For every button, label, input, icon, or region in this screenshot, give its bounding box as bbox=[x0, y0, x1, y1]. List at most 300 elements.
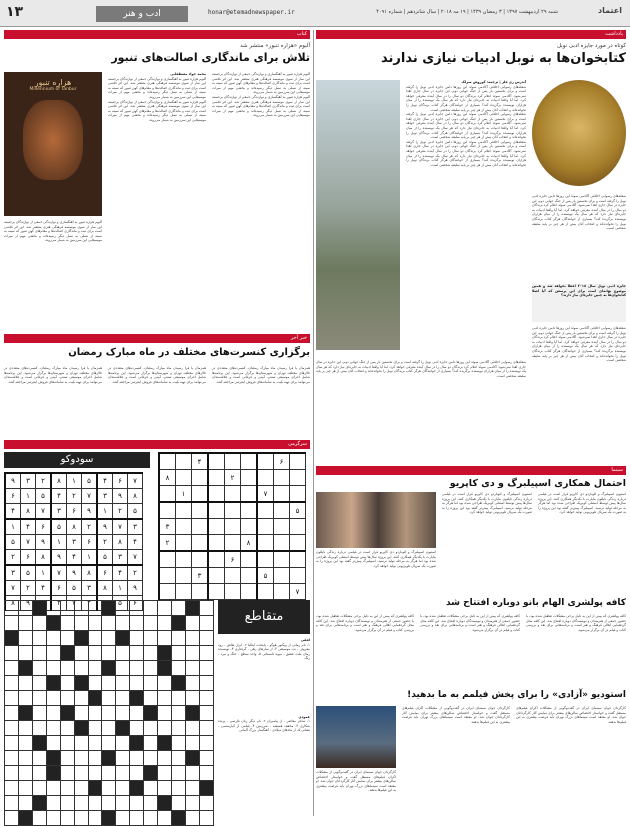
sudoku-cell: ۷ bbox=[21, 535, 36, 550]
crossword-cell[interactable] bbox=[172, 646, 186, 661]
crossword-cell[interactable] bbox=[172, 751, 186, 766]
sudoku-cell bbox=[176, 453, 192, 470]
crossword-cell[interactable] bbox=[32, 736, 46, 751]
sudoku-cell: ۵ bbox=[257, 568, 274, 584]
crossword-cell[interactable] bbox=[60, 721, 74, 736]
sudoku-cell bbox=[225, 502, 241, 519]
crossword-cell[interactable] bbox=[199, 736, 213, 751]
crossword-cell[interactable] bbox=[185, 661, 199, 676]
crossword-cell[interactable] bbox=[158, 766, 172, 781]
crossword-cell[interactable] bbox=[60, 646, 74, 661]
crossword-cell[interactable] bbox=[172, 721, 186, 736]
sudoku-cell bbox=[290, 470, 306, 486]
clues-heading-down: عمودی bbox=[298, 714, 310, 719]
sudoku-cell: ۸ bbox=[159, 470, 176, 486]
sudoku-cell: ۵ bbox=[67, 581, 82, 596]
crossword-cell[interactable] bbox=[88, 691, 102, 706]
crossword-cell[interactable] bbox=[144, 631, 158, 646]
crossword-cell[interactable] bbox=[32, 751, 46, 766]
sudoku-cell bbox=[257, 535, 274, 552]
sudoku-cell bbox=[176, 568, 192, 584]
crossword-cell[interactable] bbox=[102, 706, 116, 721]
crossword-cell[interactable] bbox=[144, 601, 158, 616]
crossword-cell[interactable] bbox=[46, 706, 60, 721]
crossword-cell[interactable] bbox=[18, 691, 32, 706]
crossword-cell[interactable] bbox=[102, 736, 116, 751]
crossword-cell[interactable] bbox=[102, 781, 116, 796]
crossword-cell[interactable] bbox=[46, 601, 60, 616]
section-label: ادب و هنر bbox=[96, 6, 188, 22]
sudoku-cell: ۴ bbox=[21, 519, 36, 535]
crossword-cell[interactable] bbox=[46, 736, 60, 751]
crossword-cell[interactable] bbox=[74, 721, 88, 736]
crossword-cell[interactable] bbox=[172, 661, 186, 676]
crossword-cell[interactable] bbox=[5, 736, 19, 751]
crossword-cell[interactable] bbox=[32, 661, 46, 676]
sudoku-cell: ۳ bbox=[113, 550, 128, 566]
crossword-cell[interactable] bbox=[158, 676, 172, 691]
crossword-cell[interactable] bbox=[144, 706, 158, 721]
sudoku-cell: ۶ bbox=[5, 489, 21, 504]
crossword-cell[interactable] bbox=[74, 616, 88, 631]
crossword-cell[interactable] bbox=[32, 676, 46, 691]
crossword-cell[interactable] bbox=[32, 781, 46, 796]
crossword-cell[interactable] bbox=[60, 766, 74, 781]
crossword-cell[interactable] bbox=[88, 616, 102, 631]
crossword-cell[interactable] bbox=[185, 811, 199, 826]
section-band: سرگرمی bbox=[4, 440, 310, 449]
sudoku-cell bbox=[241, 470, 258, 486]
crossword-cell[interactable] bbox=[18, 646, 32, 661]
crossword-cell[interactable] bbox=[199, 721, 213, 736]
sudoku-cell: ۵ bbox=[97, 550, 113, 566]
crossword-cell[interactable] bbox=[46, 796, 60, 811]
crossword-cell[interactable] bbox=[130, 646, 144, 661]
crossword-cell[interactable] bbox=[60, 736, 74, 751]
crossword-cell[interactable] bbox=[88, 631, 102, 646]
sudoku-cell: ۱ bbox=[67, 473, 82, 489]
email[interactable]: honar@etemadnewspaper.ir bbox=[208, 9, 295, 16]
sudoku-cell: ۳ bbox=[21, 473, 36, 489]
crossword-cell[interactable] bbox=[32, 616, 46, 631]
crossword-cell[interactable] bbox=[5, 751, 19, 766]
sudoku-cell: ۷ bbox=[5, 581, 21, 596]
crossword-cell[interactable] bbox=[60, 691, 74, 706]
sudoku-answer-grid bbox=[4, 472, 143, 611]
crossword-cell[interactable] bbox=[18, 766, 32, 781]
crossword-cell[interactable] bbox=[144, 676, 158, 691]
crossword-cell[interactable] bbox=[46, 631, 60, 646]
crossword-cell[interactable] bbox=[60, 706, 74, 721]
crossword-cell[interactable] bbox=[116, 736, 130, 751]
crossword-cell[interactable] bbox=[116, 706, 130, 721]
crossword-cell[interactable] bbox=[172, 601, 186, 616]
crossword-cell[interactable] bbox=[144, 691, 158, 706]
crossword-cell[interactable] bbox=[60, 661, 74, 676]
crossword-cell[interactable] bbox=[32, 631, 46, 646]
crossword-cell[interactable] bbox=[102, 676, 116, 691]
sudoku-cell bbox=[225, 584, 241, 600]
crossword-cell[interactable] bbox=[74, 811, 88, 826]
crossword-cell[interactable] bbox=[46, 616, 60, 631]
crossword-cell[interactable] bbox=[116, 676, 130, 691]
crossword-cell[interactable] bbox=[88, 661, 102, 676]
sudoku-cell: ۶ bbox=[67, 504, 82, 520]
sudoku-cell: ۴ bbox=[192, 453, 209, 470]
crossword-cell[interactable] bbox=[199, 601, 213, 616]
crossword-cell[interactable] bbox=[185, 766, 199, 781]
crossword-cell[interactable] bbox=[158, 751, 172, 766]
crossword-cell[interactable] bbox=[74, 706, 88, 721]
sudoku-cell bbox=[257, 584, 274, 600]
crossword-cell[interactable] bbox=[102, 661, 116, 676]
crossword-cell[interactable] bbox=[199, 751, 213, 766]
crossword-cell[interactable] bbox=[102, 691, 116, 706]
crossword-cell[interactable] bbox=[199, 811, 213, 826]
crossword-cell[interactable] bbox=[74, 736, 88, 751]
tanbur-illustration bbox=[23, 100, 83, 180]
sudoku-cell: ۵ bbox=[128, 504, 143, 520]
sudoku-cell bbox=[274, 568, 290, 584]
crossword-cell[interactable] bbox=[88, 811, 102, 826]
crossword-cell[interactable] bbox=[144, 796, 158, 811]
crossword-cell[interactable] bbox=[130, 631, 144, 646]
sudoku-cell bbox=[208, 453, 225, 470]
sudoku-cell: ۹ bbox=[5, 473, 21, 489]
crossword-cell[interactable] bbox=[185, 781, 199, 796]
sudoku-cell bbox=[176, 551, 192, 568]
crossword-cell[interactable] bbox=[144, 721, 158, 736]
crossword-cell[interactable] bbox=[74, 766, 88, 781]
crossword-cell[interactable] bbox=[88, 601, 102, 616]
crossword-cell[interactable] bbox=[46, 676, 60, 691]
crossword-cell[interactable] bbox=[158, 661, 172, 676]
crossword-cell[interactable] bbox=[88, 721, 102, 736]
crossword-cell[interactable] bbox=[116, 721, 130, 736]
crossword-cell[interactable] bbox=[172, 631, 186, 646]
crossword-cell[interactable] bbox=[185, 616, 199, 631]
sudoku-cell: ۵ bbox=[51, 519, 67, 535]
crossword-cell[interactable] bbox=[102, 721, 116, 736]
crossword-cell[interactable] bbox=[185, 646, 199, 661]
sudoku-cell bbox=[159, 453, 176, 470]
sudoku-cell bbox=[241, 453, 258, 470]
crossword-cell[interactable] bbox=[130, 691, 144, 706]
crossword-cell[interactable] bbox=[116, 601, 130, 616]
crossword-cell[interactable] bbox=[102, 796, 116, 811]
crossword-cell[interactable] bbox=[60, 781, 74, 796]
crossword-cell[interactable] bbox=[88, 751, 102, 766]
sudoku-cell: ۲ bbox=[21, 581, 36, 596]
crossword-cell[interactable] bbox=[185, 691, 199, 706]
crossword-cell[interactable] bbox=[46, 811, 60, 826]
crossword-cell[interactable] bbox=[46, 661, 60, 676]
sudoku-cell bbox=[225, 568, 241, 584]
sudoku-cell bbox=[192, 584, 209, 600]
crossword-cell[interactable] bbox=[32, 691, 46, 706]
crossword-cell[interactable] bbox=[60, 811, 74, 826]
crossword-cell[interactable] bbox=[172, 736, 186, 751]
crossword-cell[interactable] bbox=[199, 676, 213, 691]
sudoku-cell: ۴ bbox=[5, 504, 21, 520]
crossword-cell[interactable] bbox=[74, 751, 88, 766]
crossword-cell[interactable] bbox=[199, 796, 213, 811]
crossword-cell[interactable] bbox=[18, 751, 32, 766]
crossword-cell[interactable] bbox=[32, 796, 46, 811]
crossword-cell[interactable] bbox=[5, 781, 19, 796]
crossword-cell[interactable] bbox=[116, 631, 130, 646]
sudoku-cell: ۴ bbox=[82, 596, 98, 611]
crossword-cell[interactable] bbox=[116, 661, 130, 676]
crossword-cell[interactable] bbox=[144, 661, 158, 676]
crossword-cell[interactable] bbox=[144, 811, 158, 826]
sudoku-cell: ۳ bbox=[82, 581, 98, 596]
sudoku-cell bbox=[208, 551, 225, 568]
crossword-cell[interactable] bbox=[199, 781, 213, 796]
crossword-cell[interactable] bbox=[102, 616, 116, 631]
crossword-cell[interactable] bbox=[46, 646, 60, 661]
crossword-cell[interactable] bbox=[116, 691, 130, 706]
crossword-cell[interactable] bbox=[18, 616, 32, 631]
crossword-cell[interactable] bbox=[18, 721, 32, 736]
section-band: کتاب bbox=[4, 30, 310, 39]
crossword-cell[interactable] bbox=[185, 631, 199, 646]
crossword-cell[interactable] bbox=[60, 601, 74, 616]
crossword-cell[interactable] bbox=[158, 691, 172, 706]
crossword-cell[interactable] bbox=[88, 736, 102, 751]
crossword-cell[interactable] bbox=[88, 766, 102, 781]
headline: استودیو «آزادی» را برای پخش فیلمم به ما بدهید! bbox=[407, 690, 626, 700]
crossword-cell[interactable] bbox=[158, 601, 172, 616]
crossword-cell[interactable] bbox=[102, 811, 116, 826]
crossword-cell[interactable] bbox=[88, 796, 102, 811]
crossword-cell[interactable] bbox=[199, 691, 213, 706]
crossword-cell[interactable] bbox=[74, 646, 88, 661]
sudoku-cell: ۲ bbox=[5, 550, 21, 566]
crossword-cell[interactable] bbox=[158, 781, 172, 796]
crossword-cell[interactable] bbox=[32, 706, 46, 721]
crossword-cell[interactable] bbox=[130, 661, 144, 676]
crossword-cell[interactable] bbox=[102, 646, 116, 661]
sudoku-cell: ۱ bbox=[113, 581, 128, 596]
crossword-cell[interactable] bbox=[18, 661, 32, 676]
crossword-cell[interactable] bbox=[199, 616, 213, 631]
crossword-cell[interactable] bbox=[32, 646, 46, 661]
sudoku-cell bbox=[192, 535, 209, 552]
article-body-col2: همزمان با فرا رسیدن ماه مبارک رمضان، کنسرت‌های متعددی در تالارهای مختلف تهران و شهرستان‌ها برگزار می‌شود. این برنامه‌ها شامل اجرای موسیقی سنتی، آیینی و عرفانی است و علاقه‌مندان می‌توانند برای تهیه بلیت به سامانه‌های فروش اینترنتی مراجعه کنند. bbox=[108, 366, 206, 384]
sudoku-cell: ۴ bbox=[97, 473, 113, 489]
crossword-cell[interactable] bbox=[185, 796, 199, 811]
article-body-col2: استیون اسپیلبرگ و لئوناردو دی کاپریو قرار است در فیلمی درباره زندگی ناپلئون بناپارت با یکدیگر همکاری کنند. این پروژه سال‌ها پیش توسط استنلی کوبریک طراحی شده بود اما هرگز به مرحله تولید نرسید. اسپیلبرگ پیش‌تر گفته بود این پروژه را به صورت یک سریال تلویزیونی تولید خواهد کرد. bbox=[442, 492, 532, 515]
sudoku-cell: ۳ bbox=[159, 519, 176, 535]
crossword-cell[interactable] bbox=[32, 721, 46, 736]
crossword-cell[interactable] bbox=[74, 691, 88, 706]
crossword-cell[interactable] bbox=[74, 781, 88, 796]
crossword-cell[interactable] bbox=[130, 676, 144, 691]
crossword-cell[interactable] bbox=[172, 811, 186, 826]
sudoku-cell: ۲ bbox=[36, 473, 52, 489]
crossword-cell[interactable] bbox=[116, 811, 130, 826]
crossword-grid bbox=[4, 600, 214, 826]
sudoku-cell: ۶ bbox=[128, 596, 143, 611]
crossword-cell[interactable] bbox=[116, 751, 130, 766]
article-body: محمد جواد مصطفایی آلبوم هزاره تنبور به آهنگسازی و نوازندگی جمعی از نوازندگان برجسته این ساز از سوی موسسه فرهنگی هنری منتشر شد. این اثر تلاشی است برای ثبت و ماندگاری اصالت‌ها و مقام‌های کهن تنبور که سینه به سینه از نسلی به نسل دیگر رسیده‌اند و بخشی مهم از میراث موسیقایی این سرزمین به شمار می‌روند. آلبوم هزاره تنبور به آهنگسازی و نوازندگی جمعی از نوازندگان برجسته این ساز از سوی موسسه فرهنگی هنری منتشر شد. این اثر تلاشی است برای ثبت و ماندگاری اصالت‌ها و مقام‌های کهن تنبور که سینه به سینه از نسلی به نسل دیگر رسیده‌اند و بخشی مهم از میراث موسیقایی این سرزمین به شمار می‌روند. bbox=[108, 72, 206, 122]
crossword-cell[interactable] bbox=[46, 751, 60, 766]
crossword-cell[interactable] bbox=[172, 691, 186, 706]
crossword-cell[interactable] bbox=[185, 676, 199, 691]
crossword-cell[interactable] bbox=[185, 736, 199, 751]
crossword-cell[interactable] bbox=[74, 676, 88, 691]
crossword-cell[interactable] bbox=[18, 736, 32, 751]
crossword-cell[interactable] bbox=[199, 631, 213, 646]
sudoku-cell bbox=[257, 519, 274, 535]
crossword-cell[interactable] bbox=[130, 781, 144, 796]
sudoku-cell bbox=[176, 519, 192, 535]
crossword-cell[interactable] bbox=[130, 721, 144, 736]
crossword-cell[interactable] bbox=[46, 766, 60, 781]
crossword-cell[interactable] bbox=[46, 691, 60, 706]
article-body-col3: شعله‌های رسوایی اخلاقی آکادمی سوئد این روزها دامن جایزه ادبی نوبل را گرفته است و برای نخستین بار پس از جنگ جهانی دوم، این جایزه در سال جاری اهدا نمی‌شود. آکادمی سوئد اعلام کرد برندگان دو سال را در سال آینده معرفی خواهد کرد. اما آیا واقعا ادبیات به جایزه‌ای نیاز دارد که هر سال یک نویسنده را از میان هزاران نویسنده برگزیده کند؟ بسیاری از خوانندگان هرگز کتاب برندگان نوبل را نخوانده‌اند و انتخاب آنان بیش از هر چیز بر پایه سلیقه شخصی است. bbox=[532, 326, 626, 363]
crossword-cell[interactable] bbox=[130, 751, 144, 766]
crossword-cell[interactable] bbox=[116, 646, 130, 661]
crossword-cell[interactable] bbox=[18, 781, 32, 796]
sudoku-cell: ۸ bbox=[21, 504, 36, 520]
crossword-cell[interactable] bbox=[130, 601, 144, 616]
crossword-cell[interactable] bbox=[172, 766, 186, 781]
crossword-cell[interactable] bbox=[18, 706, 32, 721]
crossword-cell[interactable] bbox=[32, 766, 46, 781]
crossword-cell[interactable] bbox=[144, 781, 158, 796]
crossword-cell[interactable] bbox=[18, 676, 32, 691]
crossword-cell[interactable] bbox=[32, 811, 46, 826]
crossword-cell[interactable] bbox=[74, 796, 88, 811]
crossword-cell[interactable] bbox=[60, 676, 74, 691]
crossword-cell[interactable] bbox=[102, 751, 116, 766]
crossword-cell[interactable] bbox=[88, 676, 102, 691]
crossword-cell[interactable] bbox=[88, 646, 102, 661]
crossword-cell[interactable] bbox=[130, 736, 144, 751]
crossword-cell[interactable] bbox=[5, 646, 19, 661]
crossword-cell[interactable] bbox=[130, 766, 144, 781]
crossword-cell[interactable] bbox=[102, 601, 116, 616]
crossword-cell[interactable] bbox=[5, 601, 19, 616]
crossword-cell[interactable] bbox=[5, 676, 19, 691]
album-cover bbox=[4, 72, 102, 216]
crossword-cell[interactable] bbox=[158, 811, 172, 826]
crossword-cell[interactable] bbox=[172, 676, 186, 691]
crossword-cell[interactable] bbox=[144, 646, 158, 661]
sudoku-cell: ۷ bbox=[67, 596, 82, 611]
sudoku-cell bbox=[176, 535, 192, 552]
crossword-cell[interactable] bbox=[130, 706, 144, 721]
sudoku-cell: ۸ bbox=[36, 550, 52, 566]
crossword-cell[interactable] bbox=[116, 766, 130, 781]
crossword-cell[interactable] bbox=[116, 616, 130, 631]
sudoku-cell: ۶ bbox=[82, 535, 98, 550]
sudoku-cell bbox=[159, 584, 176, 600]
crossword-cell[interactable] bbox=[130, 811, 144, 826]
sudoku-cell: ۸ bbox=[241, 535, 258, 552]
sudoku-cell: ۵ bbox=[82, 473, 98, 489]
crossword-cell[interactable] bbox=[172, 706, 186, 721]
crossword-cell[interactable] bbox=[88, 706, 102, 721]
crossword-cell[interactable] bbox=[185, 721, 199, 736]
lake-photo bbox=[316, 80, 400, 350]
crossword-cell[interactable] bbox=[18, 631, 32, 646]
pull-quote: جایزه ادبی نوبل سال ۲۰۱۸ اعطا نخواهد شد و همین موضوع بهانه‌ای است برای این پرسش که آیا اصلا کتابخوان‌ها به چنین جایزه‌ای نیاز دارند؟ bbox=[532, 284, 626, 322]
crossword-cell[interactable] bbox=[5, 616, 19, 631]
crossword-cell[interactable] bbox=[18, 601, 32, 616]
crossword-cell[interactable] bbox=[60, 796, 74, 811]
crossword-cell[interactable] bbox=[158, 736, 172, 751]
headline: تلاش برای ماندگاری اصالت‌های تنبور bbox=[111, 51, 310, 64]
crossword-cell[interactable] bbox=[158, 616, 172, 631]
crossword-cell[interactable] bbox=[5, 811, 19, 826]
crossword-cell[interactable] bbox=[102, 631, 116, 646]
crossword-cell[interactable] bbox=[185, 706, 199, 721]
sudoku-cell: ۷ bbox=[113, 519, 128, 535]
crossword-cell[interactable] bbox=[130, 616, 144, 631]
crossword-cell[interactable] bbox=[88, 781, 102, 796]
crossword-cell[interactable] bbox=[60, 631, 74, 646]
crossword-cell[interactable] bbox=[18, 811, 32, 826]
crossword-cell[interactable] bbox=[199, 646, 213, 661]
crossword-cell[interactable] bbox=[199, 706, 213, 721]
crossword-cell[interactable] bbox=[60, 751, 74, 766]
crossword-cell[interactable] bbox=[199, 766, 213, 781]
crossword-cell[interactable] bbox=[46, 721, 60, 736]
crossword-cell[interactable] bbox=[144, 736, 158, 751]
crossword-cell[interactable] bbox=[130, 796, 144, 811]
crossword-cell[interactable] bbox=[158, 646, 172, 661]
crossword-cell[interactable] bbox=[144, 616, 158, 631]
crossword-cell[interactable] bbox=[74, 631, 88, 646]
crossword-cell[interactable] bbox=[5, 706, 19, 721]
crossword-cell[interactable] bbox=[185, 751, 199, 766]
crossword-cell[interactable] bbox=[5, 721, 19, 736]
crossword-cell[interactable] bbox=[172, 781, 186, 796]
crossword-cell[interactable] bbox=[116, 781, 130, 796]
crossword-cell[interactable] bbox=[144, 766, 158, 781]
crossword-cell[interactable] bbox=[74, 601, 88, 616]
crossword-cell[interactable] bbox=[172, 616, 186, 631]
crossword-cell[interactable] bbox=[144, 751, 158, 766]
crossword-cell[interactable] bbox=[116, 796, 130, 811]
crossword-cell[interactable] bbox=[5, 691, 19, 706]
crossword-cell[interactable] bbox=[185, 601, 199, 616]
crossword-cell[interactable] bbox=[199, 661, 213, 676]
crossword-cell[interactable] bbox=[60, 616, 74, 631]
article-body-col3: آلبوم هزاره تنبور به آهنگسازی و نوازندگی جمعی از نوازندگان برجسته این ساز از سوی موسسه فرهنگی هنری منتشر شد. این اثر تلاشی است برای ثبت و ماندگاری اصالت‌ها و مقام‌های کهن تنبور که سینه به سینه از نسلی به نسل دیگر رسیده‌اند و بخشی مهم از میراث موسیقایی این سرزمین به شمار می‌روند. bbox=[4, 220, 102, 243]
crossword-cell[interactable] bbox=[158, 631, 172, 646]
crossword-cell[interactable] bbox=[5, 796, 19, 811]
column-divider bbox=[313, 30, 314, 816]
crossword-cell[interactable] bbox=[5, 661, 19, 676]
crossword-cell[interactable] bbox=[5, 766, 19, 781]
crossword-cell[interactable] bbox=[172, 796, 186, 811]
sudoku-cell bbox=[257, 453, 274, 470]
crossword-cell[interactable] bbox=[5, 631, 19, 646]
crossword-cell[interactable] bbox=[46, 781, 60, 796]
crossword-cell[interactable] bbox=[102, 766, 116, 781]
crossword-cell[interactable] bbox=[32, 601, 46, 616]
crossword-cell[interactable] bbox=[158, 721, 172, 736]
sudoku-cell bbox=[225, 535, 241, 552]
crossword-cell[interactable] bbox=[158, 706, 172, 721]
crossword-cell[interactable] bbox=[158, 796, 172, 811]
crossword-cell[interactable] bbox=[74, 661, 88, 676]
crossword-cell[interactable] bbox=[18, 796, 32, 811]
